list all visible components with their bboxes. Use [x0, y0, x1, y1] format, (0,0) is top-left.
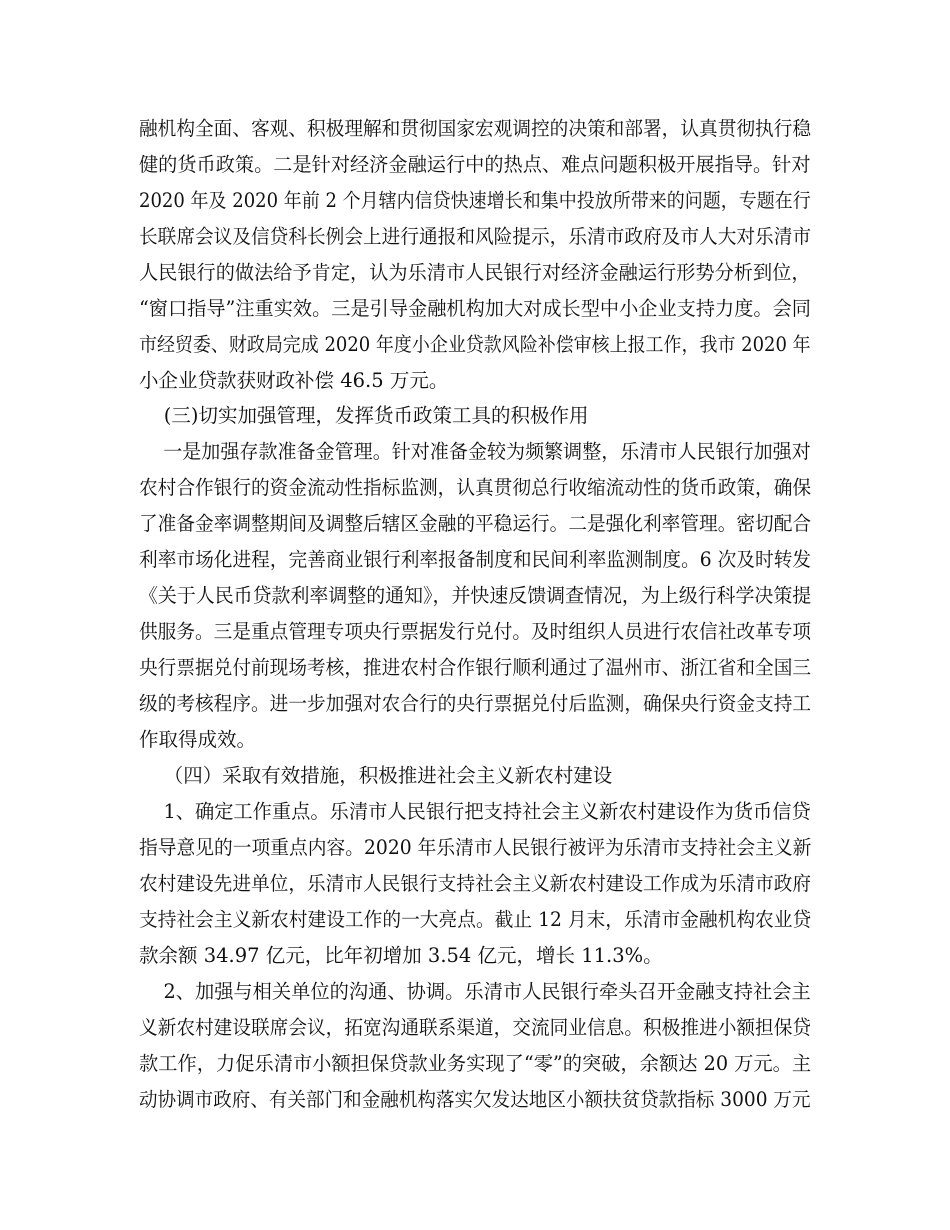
- text-line: 农村建设先进单位，乐清市人民银行支持社会主义新农村建设工作成为乐清市政府: [139, 872, 812, 895]
- text-line: 健的货币政策。二是针对经济金融运行中的热点、难点问题积极开展指导。针对: [139, 153, 811, 176]
- text-line: 小企业贷款获财政补偿 46.5 万元。: [139, 369, 449, 392]
- section-heading: （四）采取有效措施，积极推进社会主义新农村建设: [139, 764, 613, 787]
- text-line: 供服务。三是重点管理专项央行票据发行兑付。及时组织人员进行农信社改革专项: [139, 620, 812, 643]
- text-line: 农村合作银行的资金流动性指标监测，认真贯彻总行收缩流动性的货币政策，确保: [139, 476, 812, 499]
- text-line: 一是加强存款准备金管理。针对准备金较为频繁调整，乐清市人民银行加强对: [139, 440, 811, 463]
- text-line: 指导意见的一项重点内容。2020 年乐清市人民银行被评为乐清市支持社会主义新: [139, 836, 812, 859]
- text-line: 1、确定工作重点。乐清市人民银行把支持社会主义新农村建设作为货币信贷: [139, 800, 811, 823]
- text-line: 了准备金率调整期间及调整后辖区金融的平稳运行。二是强化利率管理。密切配合: [139, 512, 812, 535]
- text-line: 人民银行的做法给予肯定，认为乐清市人民银行对经济金融运行形势分析到位，: [139, 261, 811, 284]
- text-line: 2、加强与相关单位的沟通、协调。乐清市人民银行牵头召开金融支持社会主: [139, 980, 811, 1003]
- text-line: 《关于人民币贷款利率调整的通知》，并快速反馈调查情况，为上级行科学决策提: [139, 584, 812, 607]
- text-line: 长联席会议及信贷科长例会上进行通报和风险提示，乐清市政府及市人大对乐清市: [139, 225, 812, 248]
- text-line: “窗口指导”注重实效。三是引导金融机构加大对成长型中小企业支持力度。会同: [139, 297, 811, 320]
- text-line: 融机构全面、客观、积极理解和贯彻国家宏观调控的决策和部署，认真贯彻执行稳: [139, 117, 812, 140]
- text-line: 支持社会主义新农村建设工作的一大亮点。截止 12 月末，乐清市金融机构农业贷: [139, 908, 812, 931]
- text-line: 款余额 34.97 亿元，比年初增加 3.54 亿元，增长 11.3%。: [139, 944, 663, 967]
- text-line: 2020 年及 2020 年前 2 个月辖内信贷快速增长和集中投放所带来的问题，专题在行: [139, 189, 811, 212]
- text-line: 动协调市政府、有关部门和金融机构落实欠发达地区小额扶贫贷款指标 3000 万元: [139, 1088, 811, 1111]
- text-line: 作取得成效。: [139, 728, 257, 751]
- text-line: 市经贸委、财政局完成 2020 年度小企业贷款风险补偿审核上报工作，我市 2020 年: [139, 333, 811, 356]
- text-line: 利率市场化进程，完善商业银行利率报备制度和民间利率监测制度。6 次及时转发: [139, 548, 812, 571]
- text-line: 义新农村建设联席会议，拓宽沟通联系渠道，交流同业信息。积极推进小额担保贷: [139, 1016, 812, 1039]
- text-line: 央行票据兑付前现场考核，推进农村合作银行顺利通过了温州市、浙江省和全国三: [139, 656, 812, 679]
- text-line: 款工作，力促乐清市小额担保贷款业务实现了“零”的突破，余额达 20 万元。主: [139, 1052, 812, 1075]
- section-heading: (三)切实加强管理，发挥货币政策工具的积极作用: [139, 404, 589, 427]
- text-line: 级的考核程序。进一步加强对农合行的央行票据兑付后监测，确保央行资金支持工: [139, 692, 812, 715]
